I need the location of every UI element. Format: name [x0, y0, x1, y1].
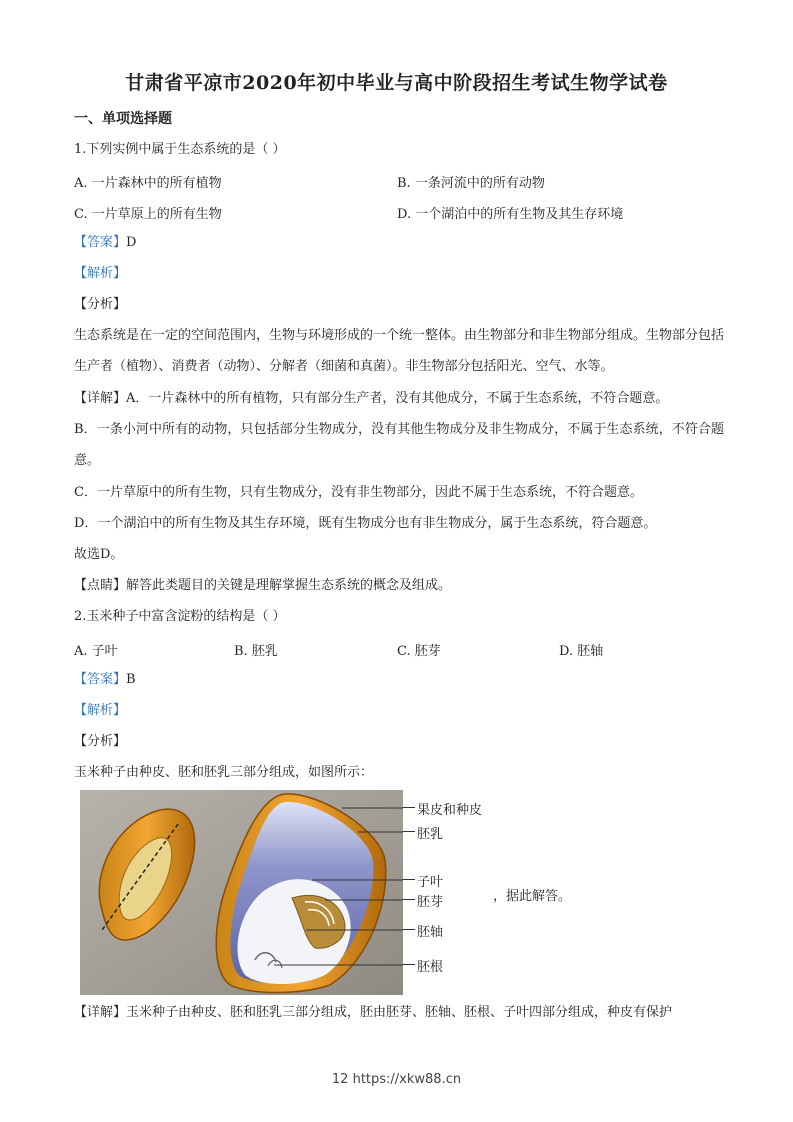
q2-fenxi-tag: 【分析】	[74, 734, 127, 749]
corn-seed-figure	[80, 790, 403, 995]
label-pericarp: 果皮和种皮	[417, 803, 483, 818]
leader-line	[403, 807, 415, 808]
q1-option-d: D. 一个湖泊中的所有生物及其生存环境	[397, 207, 624, 222]
answer-tag: 【答案】	[74, 672, 127, 687]
label-cotyledon: 子叶	[417, 875, 444, 890]
label-endosperm: 胚乳	[417, 827, 444, 842]
label-hypocotyl: 胚轴	[417, 925, 444, 940]
q1-answer	[74, 234, 136, 252]
q2-after-figure: ，据此解答。	[493, 889, 572, 904]
q2-intro: 玉米种子由种皮、胚和胚乳三部分组成，如图所示：	[74, 765, 374, 780]
q1-fenxi-tag: 【分析】	[74, 297, 127, 312]
section-heading: 一、单项选择题	[74, 111, 172, 127]
label-radicle: 胚根	[417, 960, 444, 975]
q2-option-d: D. 胚轴	[559, 644, 604, 659]
q1-stem: 1.下列实例中属于生态系统的是（ ）	[74, 142, 286, 157]
q2-option-b: B. 胚乳	[234, 644, 278, 659]
leader-line	[403, 929, 415, 930]
q1-option-c: C. 一片草原上的所有生物	[74, 207, 222, 222]
q2-option-a: A. 子叶	[74, 644, 118, 659]
leader-line	[403, 879, 415, 880]
leader-line	[403, 831, 415, 832]
leader-line	[403, 964, 415, 965]
q1-analysis-tag: 【解析】	[74, 266, 127, 281]
q2-stem: 2.玉米种子中富含淀粉的结构是（ ）	[74, 609, 286, 624]
answer-tag: 【答案】	[74, 235, 127, 250]
q1-detail-c: C．一片草原中的所有生物，只有生物成分，没有非生物部分，因此不属于生态系统，不符合题意。	[74, 485, 643, 500]
q1-detail-d: D．一个湖泊中的所有生物及其生存环境，既有生物成分也有非生物成分，属于生态系统，符合题意。	[74, 516, 657, 531]
q2-option-c: C. 胚芽	[397, 644, 441, 659]
answer-value: B	[126, 672, 136, 687]
q1-option-a: A. 一片森林中的所有植物	[74, 176, 222, 191]
label-plumule: 胚芽	[417, 895, 444, 910]
q2-detail: 【详解】玉米种子由种皮、胚和胚乳三部分组成，胚由胚芽、胚轴、胚根、子叶四部分组成，种皮有保护	[74, 1005, 673, 1020]
page-title: 甘肃省平凉市2020年初中毕业与高中阶段招生考试生物学试卷	[125, 72, 668, 94]
q1-option-b: B. 一条河流中的所有动物	[397, 176, 545, 191]
corn-seed-illustration	[80, 790, 403, 995]
answer-value: D	[126, 235, 137, 250]
q1-tip: 【点睛】解答此类题目的关键是理解掌握生态系统的概念及组成。	[74, 578, 452, 593]
q1-detail-a: 【详解】A．一片森林中的所有植物，只有部分生产者，没有其他成分，不属于生态系统，不符合题意。	[74, 391, 669, 406]
q2-answer	[74, 671, 136, 689]
q1-conclusion: 故选D。	[74, 547, 124, 562]
leader-line	[403, 899, 415, 900]
q1-fenxi-text: 生态系统是在一定的空间范围内，生物与环境形成的一个统一整体。由生物部分和非生物部分组成。生物部分包括生产者（植物）、消费者（动物）、分解者（细菌和真菌）。非生物部分包括阳光、空气、水等。	[74, 328, 725, 374]
q1-detail-b: B．一条小河中所有的动物，只包括部分生物成分，没有其他生物成分及非生物成分，不属于生态系统，不符合题意。	[74, 422, 724, 468]
page-footer: 12 https://xkw88.cn	[331, 1072, 462, 1087]
q2-analysis-tag: 【解析】	[74, 703, 127, 718]
